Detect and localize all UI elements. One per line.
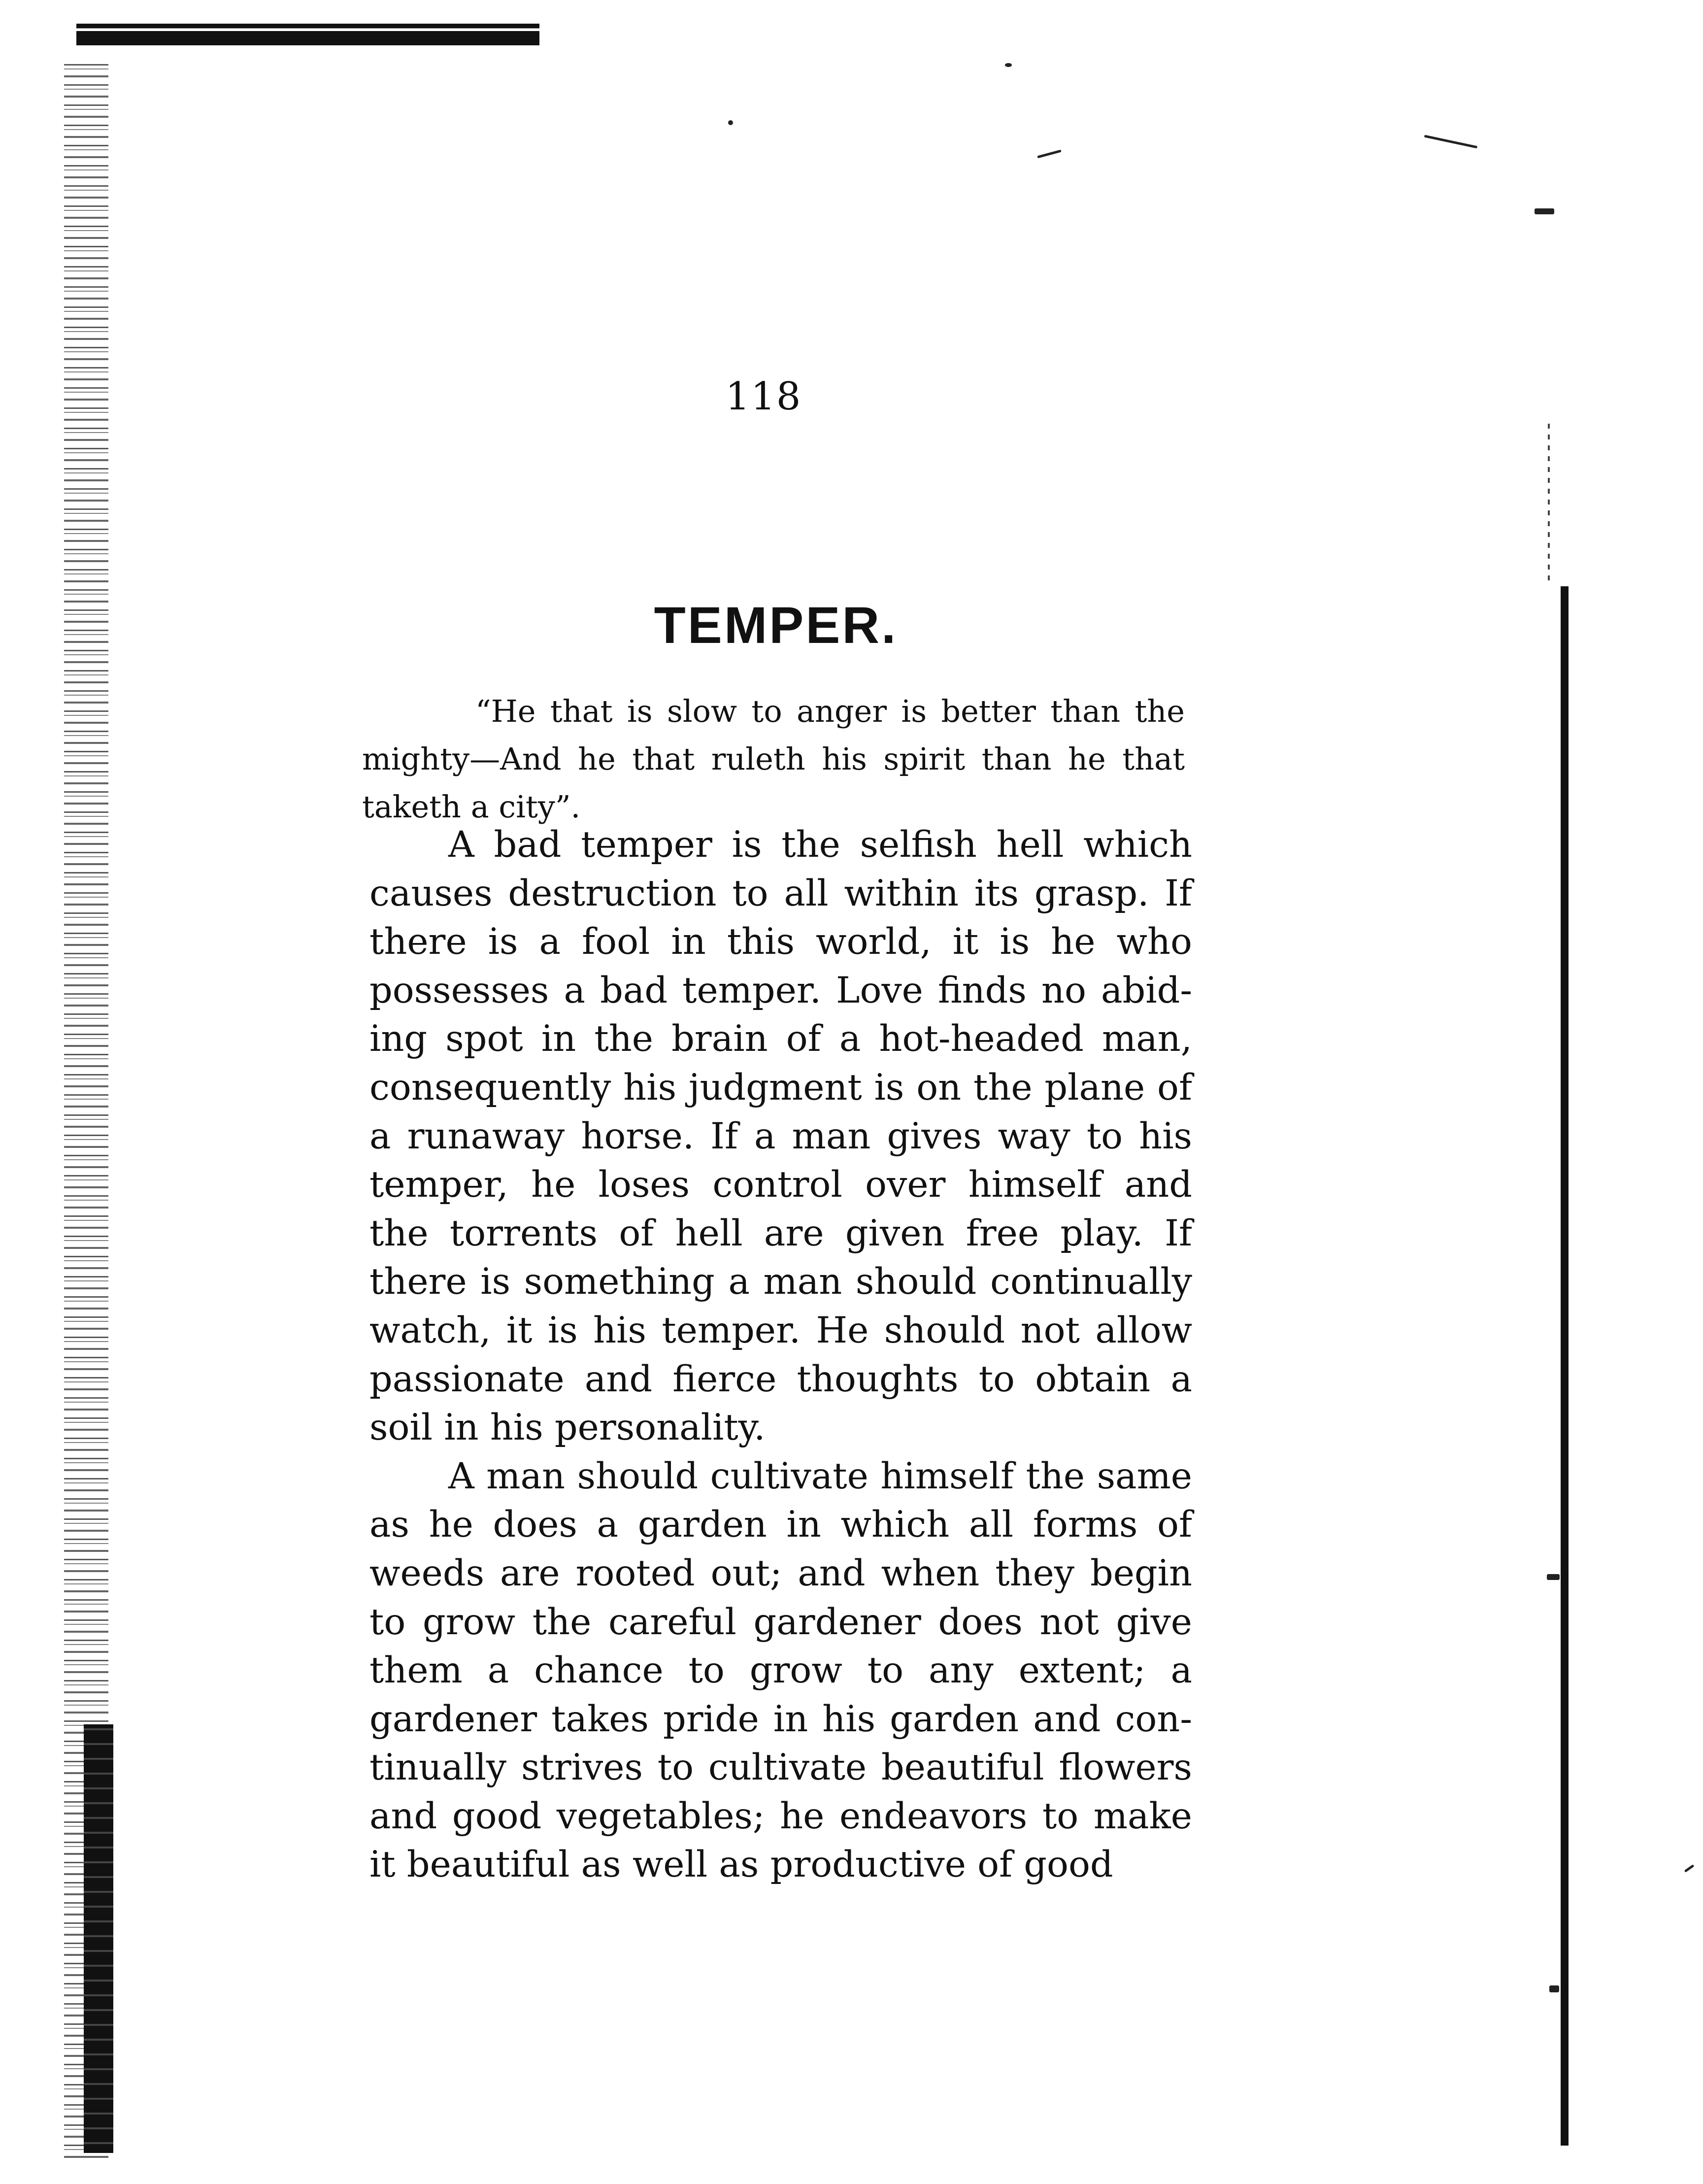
scan-speck <box>1549 1985 1559 1992</box>
paragraph: A man should cultivate himself the same as he does a garden in which all forms of weeds are rooted out; and when they begin to grow the careful gardener does not give them a chance to grow to any extent; a gardener takes pride in his garden and continually strives to cultivate beautiful flowers and good vegetables; he endeavors to make it beautiful as well as productive of good <box>369 1455 1192 1886</box>
scan-speck <box>1684 1864 1695 1873</box>
scan-top-border <box>76 24 539 45</box>
scan-right-edge-dots <box>1548 424 1550 586</box>
scan-binding-shadow <box>84 1724 113 2153</box>
body-text <box>369 821 1192 1889</box>
page-number: 118 <box>725 374 802 419</box>
scan-speck <box>1005 63 1012 67</box>
scan-speck <box>1547 1574 1560 1580</box>
scan-speck <box>728 120 733 125</box>
chapter-title: TEMPER. <box>654 597 898 654</box>
scan-speck <box>1424 135 1478 149</box>
epigraph-quote: “He that is slow to anger is better than the mighty—And he that ruleth his spirit than he that taketh a city”. <box>362 693 1185 825</box>
paragraph: A bad temper is the selfish hell which causes destruction to all within its grasp. If there is a fool in this world, it is he who possesses a bad temper. Love finds no abiding spot in the brain of a hot-headed man, consequently his judgment is on the plane of a runaway horse. If a man gives way to his temper, he loses control over himself and the torrents of hell are given free play. If there is something a man should continually watch, it is his temper. He should not allow passionate and fierce thoughts to obtain a soil in his personality. <box>369 824 1192 1449</box>
scan-right-edge-line <box>1561 586 1569 2146</box>
scan-speck <box>1037 150 1062 159</box>
scan-speck <box>1535 208 1554 214</box>
